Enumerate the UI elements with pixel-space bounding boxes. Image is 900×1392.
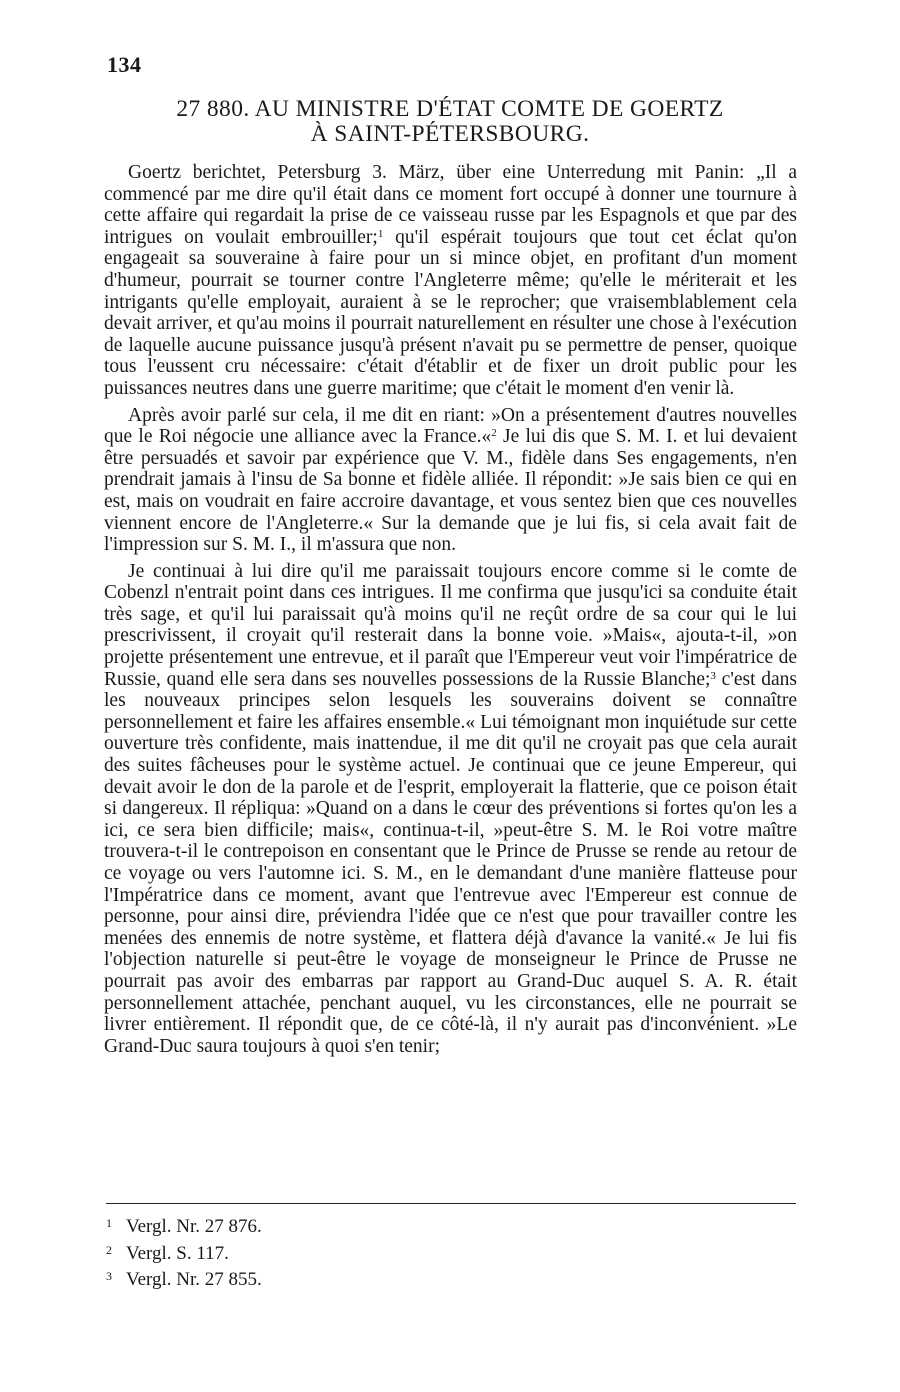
footnotes (106, 1212, 262, 1292)
footnote-mark: 2 (106, 1242, 112, 1257)
body-text (104, 162, 797, 1062)
paragraph-2 (104, 405, 797, 556)
paragraph-3-text-a: Je continuai à lui dire qu'il me paraissait toujours encore comme si le comte de Cobenzl n'entrait point dans ces intrigues. Il me confirma que jusqu'ici sa conduite était très sage, et qu'il lui paraissait qu'à moins qu'il ne reçût ordre de sa cour qui le lui prescrivissent, il croyait qu'il resterait dans la bonne voie. »Mais«, ajouta-t-il, »on projette présentement une entrevue, et il paraît que l'Empereur veut voir l'impératrice de Russie, quand elle sera dans ses nouvelles possessions de la Russie Blanche; (104, 560, 797, 690)
paragraph-3-text-b: c'est dans les nouveaux principes selon lesquels les souverains doivent se connaître personnellement et faire les affaires ensemble.« Lui témoignant mon inquiétude sur cette ouverture très confidente, mais inattendue, il me dit qu'il ne croyait pas que cela aurait des suites fâcheuses pour le système actuel. Je continuai que ce jeune Empereur, qui devait avoir le don de la parole et de l'esprit, employerait la flatterie, que ce poison était si dangereux. Il répliqua: »Quand on a dans le cœur des préventions si fortes qu'on les a ici, ce sera bien difficile; mais«, continua-t-il, »peut-être S. M. le Roi votre maître trouvera-t-il le contrepoison en consentant que le Prince de Prusse se rende au retour de ce voyage ou vers l'automne ici. S. M., en le demandant d'une manière flatteuse pour l'Impératrice dans ce moment, avant que l'entrevue avec l'Empereur est connue de personne, pour ainsi dire, préviendra l'idée que ce n'est que pour travailler contre les menées des ennemis de notre système, et flattera déjà d'avance la vanité.« Je lui fis l'objection naturelle si peut-être le voyage de monseigneur le Prince de Prusse ne pourrait pas avoir des embarras par rapport au Grand-Duc auquel S. A. R. était personnellement attachée, penchant auquel, vu les circonstances, elle ne pourrait se livrer entièrement. Il répondit que, de ce côté-là, il n'y aurait pas d'inconvénient. »Le Grand-Duc saura toujours à quoi s'en tenir; (104, 668, 797, 1057)
footnote-ref-2: 2 (491, 427, 497, 440)
footnote-mark: 3 (106, 1269, 112, 1283)
footnote-ref-1: 1 (377, 227, 384, 240)
footnote (106, 1239, 262, 1266)
footnote-mark: 1 (106, 1216, 112, 1230)
paragraph-2-text-a: Après avoir parlé sur cela, il me dit en riant: »On a présentement d'autres nouvelles que le Roi négocie une alliance avec la France.« (104, 404, 797, 448)
footnote-text: Vergl. Nr. 27 876. (126, 1216, 262, 1237)
footnote (106, 1265, 262, 1292)
paragraph-2-text-b: Je lui dis que S. M. I. et lui devaient être persuadés et savoir par expérience que V. M., fidèle dans Ses engagements, n'en prendrait jamais à l'insu de Sa bonne et fidèle alliée. Il répondit: »Je sais bien ce qui en est, mais on voudrait en faire accroire davantage, et vous sentez bien que ces nouvelles viennent encore de l'Angleterre.« Sur la demande que je lui fis, si cela avait fait de l'impression sur S. M. I., il m'assura que non. (104, 426, 797, 556)
page-number: 134 (107, 52, 142, 77)
letter-heading (100, 97, 800, 147)
footnote-text: Vergl. S. 117. (126, 1242, 229, 1264)
footnote (106, 1212, 262, 1239)
paragraph-1-text-b: qu'il espérait toujours que tout cet éclat qu'on engageait sa souveraine à faire pour un si mince objet, en profitant d'un moment d'humeur, pourrait se tourner contre l'Angleterre même; qu'elle le mériterait et les intrigants qu'elle employait, auraient à se le reprocher; que vraisemblablement cela devait arriver, et qu'au moins il pourrait naturellement en résulter une chose à l'exécution de laquelle aucune puissance jusqu'à présent n'avait pu se permettre de penser, quoique tous l'eussent cru nécessaire: c'était d'établir et de fixer un droit public pour les puissances neutres dans une guerre maritime; que c'était le moment d'en venir là. (104, 226, 797, 399)
footnote-text: Vergl. Nr. 27 855. (126, 1269, 262, 1290)
footnote-divider (106, 1203, 796, 1204)
heading-line-1: 27 880. AU MINISTRE D'ÉTAT COMTE DE GOERTZ (176, 96, 724, 122)
footnote-ref-3: 3 (710, 669, 716, 682)
paragraph-3 (104, 561, 797, 1058)
heading-line-2: À SAINT-PÉTERSBOURG. (310, 121, 590, 147)
paragraph-1-text-a: Goertz berichtet, Petersburg 3. März, über eine Unterredung mit Panin: „Il a commencé par me dire qu'il était dans ce moment fort occupé à donner une tournure à cette affaire qui regardait la prise de ce vaisseau russe par les Espagnols et que par des intrigues on voulait embrouiller; (104, 162, 797, 248)
paragraph-1 (104, 162, 797, 400)
